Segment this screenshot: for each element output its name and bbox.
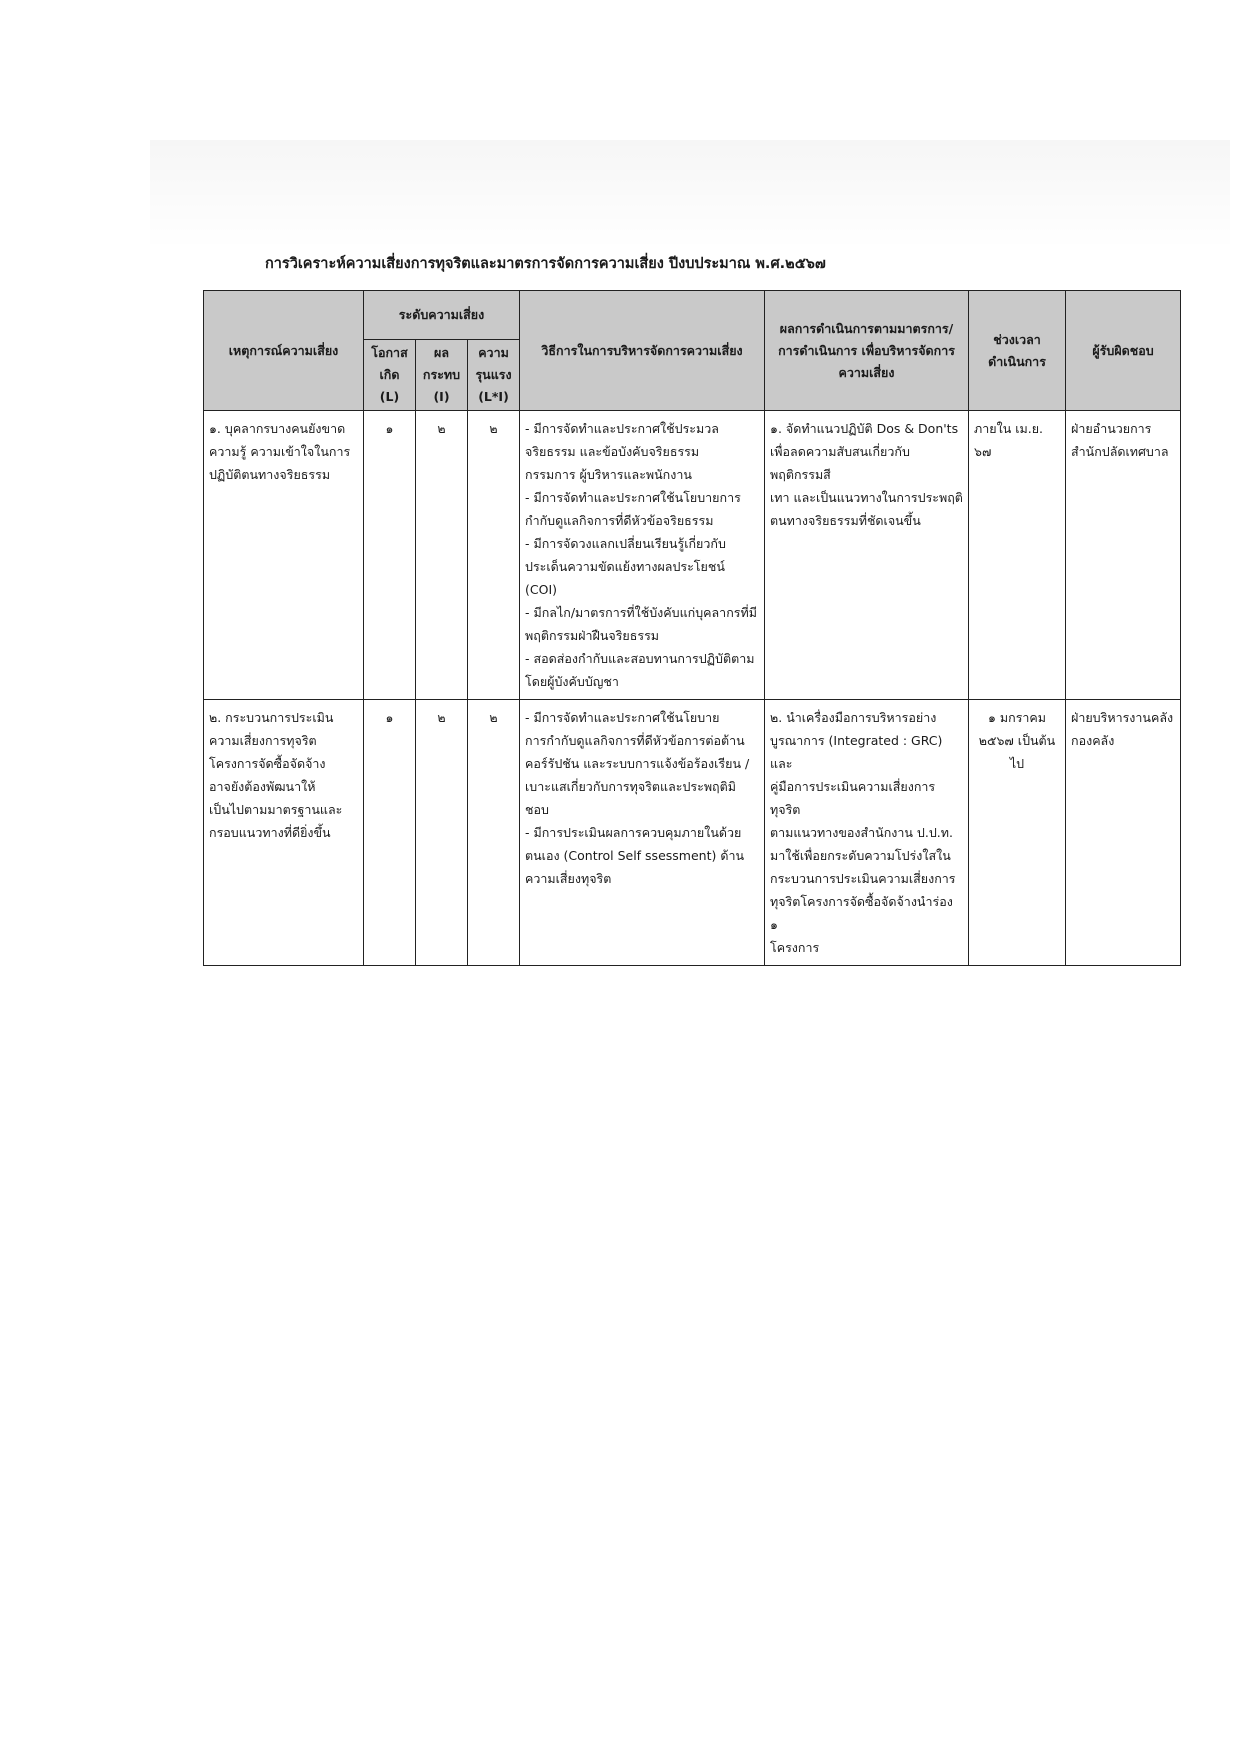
cell-result: ๒. นำเครื่องมือการบริหารอย่าง บูรณาการ (Integrated : GRC) และ คู่มือการประเมินความเสี่ยงการทุจริต ตามแนวทางของสำนักงาน ป.ป.ท. มาใช้เพื่อยกระดับความโปร่งใสใน กระบวนการประเมินความเสี่ยงการ ทุจริตโครงการจัดซื้อจัดจ้างนำร่อง ๑ โครงการ: [765, 700, 969, 966]
table-row: [204, 411, 1181, 700]
header-likelihood: โอกาส เกิด (L): [364, 340, 416, 411]
header-impact: ผล กระทบ (I): [416, 340, 468, 411]
cell-period: ๑ มกราคม ๒๕๖๗ เป็นต้น ไป: [969, 700, 1066, 966]
cell-method: - มีการจัดทำและประกาศใช้นโยบาย การกำกับดูแลกิจการที่ดีหัวข้อการต่อต้าน คอร์รัปชัน และระบบการแจ้งข้อร้องเรียน / เบาะแสเกี่ยวกับการทุจริตและประพฤติมิ ชอบ - มีการประเมินผลการควบคุมภายในด้วย ตนเอง (Control Self ssessment) ด้าน ความเสี่ยงทุจริต: [520, 700, 765, 966]
cell-result: ๑. จัดทำแนวปฏิบัติ Dos & Don'ts เพื่อลดความสับสนเกี่ยวกับพฤติกรรมสี เทา และเป็นแนวทางในการประพฤติ ตนทางจริยธรรมที่ชัดเจนขึ้น: [765, 411, 969, 700]
cell-impact: ๒: [416, 411, 468, 700]
cell-event: ๑. บุคลากรบางคนยังขาด ความรู้ ความเข้าใจในการ ปฏิบัติตนทางจริยธรรม: [204, 411, 364, 700]
cell-impact: ๒: [416, 700, 468, 966]
header-period: ช่วงเวลา ดำเนินการ: [969, 291, 1066, 411]
cell-event: ๒. กระบวนการประเมิน ความเสี่ยงการทุจริต โครงการจัดซื้อจัดจ้าง อาจยังต้องพัฒนาให้ เป็นไปตามมาตรฐานและ กรอบแนวทางที่ดียิ่งขึ้น: [204, 700, 364, 966]
header-method: วิธีการในการบริหารจัดการความเสี่ยง: [520, 291, 765, 411]
cell-severity: ๒: [468, 700, 520, 966]
header-event: เหตุการณ์ความเสี่ยง: [204, 291, 364, 411]
header-result: ผลการดำเนินการตามมาตรการ/ การดำเนินการ เพื่อบริหารจัดการ ความเสี่ยง: [765, 291, 969, 411]
cell-owner: ฝ่ายอำนวยการ สำนักปลัดเทศบาล: [1066, 411, 1181, 700]
cell-owner: ฝ่ายบริหารงานคลัง กองคลัง: [1066, 700, 1181, 966]
cell-likelihood: ๑: [364, 700, 416, 966]
scan-shadow: [150, 140, 1230, 250]
header-risk-level: ระดับความเสี่ยง: [364, 291, 520, 340]
document-title: การวิเคราะห์ความเสี่ยงการทุจริตและมาตรการจัดการความเสี่ยง ปีงบประมาณ พ.ศ.๒๕๖๗: [265, 256, 826, 272]
cell-likelihood: ๑: [364, 411, 416, 700]
cell-method: - มีการจัดทำและประกาศใช้ประมวล จริยธรรม และข้อบังคับจริยธรรม กรรมการ ผู้บริหารและพนักงาน - มีการจัดทำและประกาศใช้นโยบายการ กำกับดูแลกิจการที่ดีหัวข้อจริยธรรม - มีการจัดวงแลกเปลี่ยนเรียนรู้เกี่ยวกับ ประเด็นความขัดแย้งทางผลประโยชน์ (COI) - มีกลไก/มาตรการที่ใช้บังคับแก่บุคลากรที่มี พฤติกรรมฝ่าฝืนจริยธรรม - สอดส่องกำกับและสอบทานการปฏิบัติตาม โดยผู้บังคับบัญชา: [520, 411, 765, 700]
table-row: [204, 700, 1181, 966]
cell-period: ภายใน เม.ย. ๖๗: [969, 411, 1066, 700]
header-owner: ผู้รับผิดชอบ: [1066, 291, 1181, 411]
header-row-1: [204, 291, 1181, 340]
cell-severity: ๒: [468, 411, 520, 700]
risk-analysis-table: [203, 290, 1181, 966]
header-severity: ความ รุนแรง (L*I): [468, 340, 520, 411]
